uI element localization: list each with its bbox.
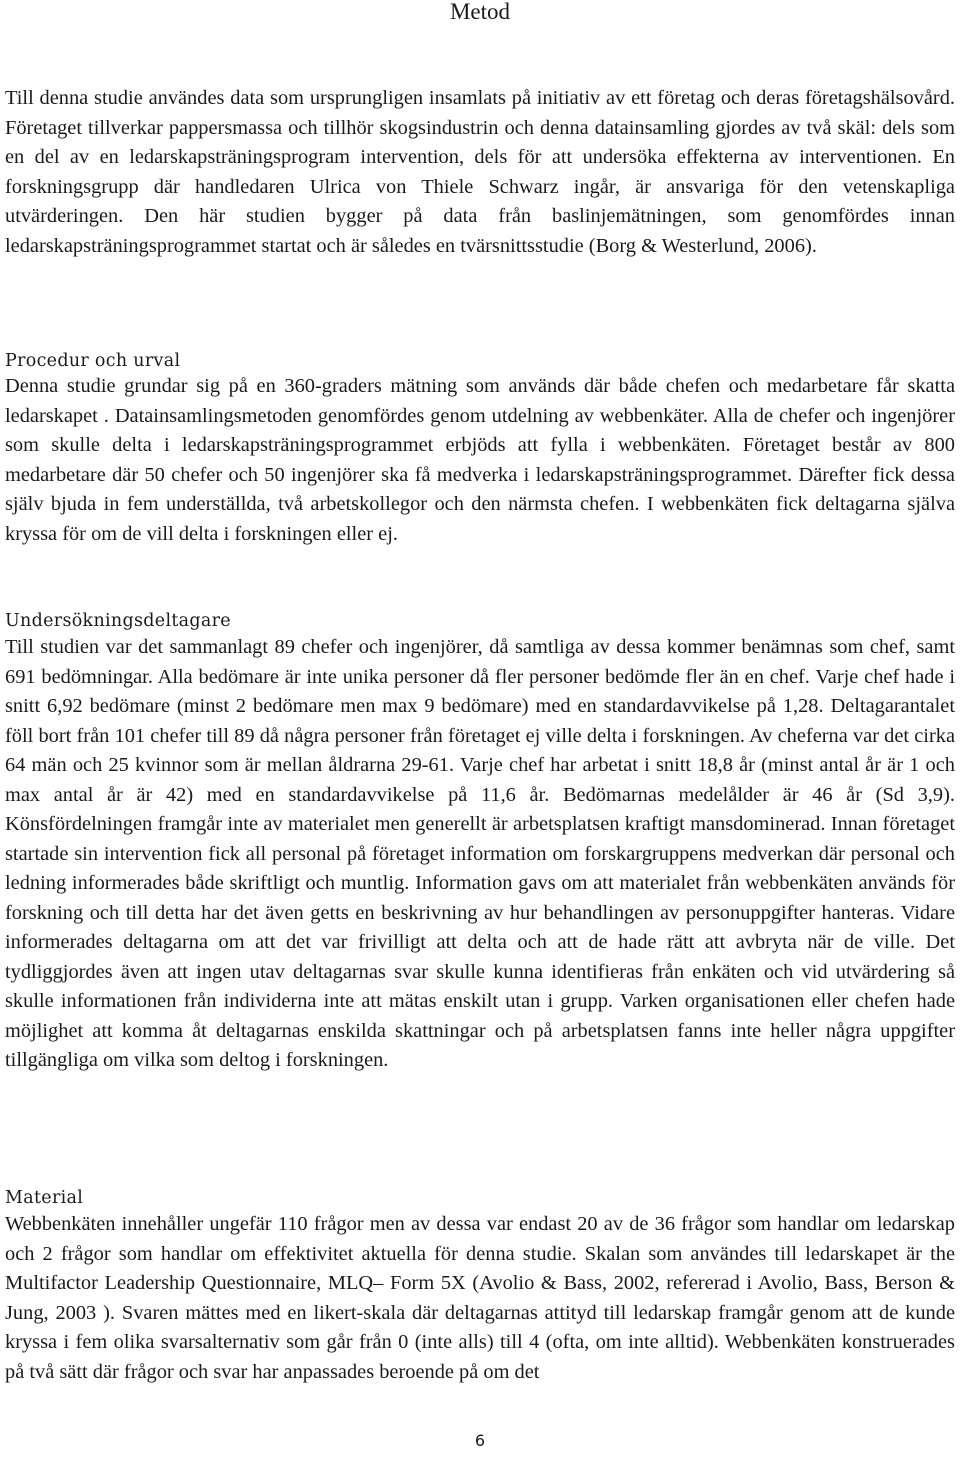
section-text-material: Webbenkäten innehåller ungefär 110 frågor men av dessa var endast 20 av de 36 frågor som handlar om ledarskap och 2 frågor som handlar om effektivitet aktuella för denna studie. Skalan som användes till ledarskapet är the Multifactor Leadership Questionnaire, MLQ– Form 5X (Avolio & Bass, 2002, refererad i Avolio, Bass, Berson & Jung, 2003 ). Svaren mättes med en likert-skala där deltagarnas attityd till ledarskap framgår genom att de kunde kryssa i fem olika svarsalternativ som går från 0 (inte alls) till 4 (ofta, om inte alltid). Webbenkäten konstruerades på två sätt där frågor och svar har anpassades beroende på om det <box>5 1213 955 1383</box>
section-heading-undersokningsdeltagare: Undersökningsdeltagare <box>5 611 231 631</box>
section-text-undersokningsdeltagare: Till studien var det sammanlagt 89 chefer och ingenjörer, då samtliga av dessa kommer benämnas som chef, samt 691 bedömningar. Alla bedömare är inte unika personer då fler personer bedömde fler än en chef. Varje chef hade i snitt 6,92 bedömare (minst 2 bedömare men max 9 bedömare) med en standardavvikelse på 1,28. Deltagarantalet föll bort från 101 chefer till 89 då några personer från företaget ej ville delta i forskningen. Av cheferna var det cirka 64 män och 25 kvinnor som är mellan åldrarna 29-61. Varje chef har arbetat i snitt 18,8 år (minst antal år är 1 och max antal år är 42) med en standardavvikelse på 11,6 år. Bedömarnas medelålder är 46 år (Sd 3,9). Könsfördelningen framgår inte av materialet men generellt är arbetsplatsen kraftigt mansdominerad. Innan företaget startade sin intervention fick all personal på företaget information om forskargruppens medverkan där personal och ledning informerades både skriftligt och muntlig. Information gavs om att materialet från webbenkäten används för forskning och till detta har det även getts en beskrivning av hur behandlingen av personuppgifter hanteras. Vidare informerades deltagarna om att det var frivilligt att delta och att de hade rätt att avbryta när de ville. Det tydliggjordes även att ingen utav deltagarnas svar skulle kunna identifieras från enkäten och vid utvärdering så skulle informationen från individerna inte att mätas enskilt utan i grupp. Varken organisationen eller chefen hade möjlighet att komma åt deltagarnas enskilda skattningar och på arbetsplatsen fanns inte heller några uppgifter tillgängliga om vilka som deltog i forskningen. <box>5 636 955 1071</box>
page-number: 6 <box>474 1431 486 1450</box>
intro-paragraph: Till denna studie användes data som ursprungligen insamlats på initiativ av ett företag och deras företagshälsovård. Företaget tillverkar pappersmassa och tillhör skogsindustrin och denna datainsamling gjordes av två skäl: dels som en del av en ledarskapsträningsprogram intervention, dels för att undersöka effekterna av interventionen. En forskningsgrupp där handledaren Ulrica von Thiele Schwarz ingår, är ansvariga för den vetenskapliga utvärderingen. Den här studien bygger på data från baslinjemätningen, som genomfördes innan ledarskapsträningsprogrammet startat och är således en tvärsnittsstudie (Borg & Westerlund, 2006). <box>5 87 955 257</box>
document-page <box>5 0 955 1480</box>
section-heading-material: Material <box>5 1188 84 1208</box>
section-heading-procedur: Procedur och urval <box>5 351 181 371</box>
section-text-procedur: Denna studie grundar sig på en 360-graders mätning som används där både chefen och medarbetare får skatta ledarskapet . Datainsamlingsmetoden genomfördes genom utdelning av webbenkäter. Alla de chefer och ingenjörer som skulle delta i ledarskapsträningsprogrammet erbjöds att fylla i webbenkäten. Företaget består av 800 medarbetare där 50 chefer och 50 ingenjörer ska få medverka i ledarskapsträningsprogrammet. Därefter fick dessa själv bjuda in fem underställda, två arbetskollegor och den närmsta chefen. I webbenkäten fick deltagarna själva kryssa för om de vill delta i forskningen eller ej. <box>5 375 955 545</box>
page-title: Metod <box>449 0 511 24</box>
